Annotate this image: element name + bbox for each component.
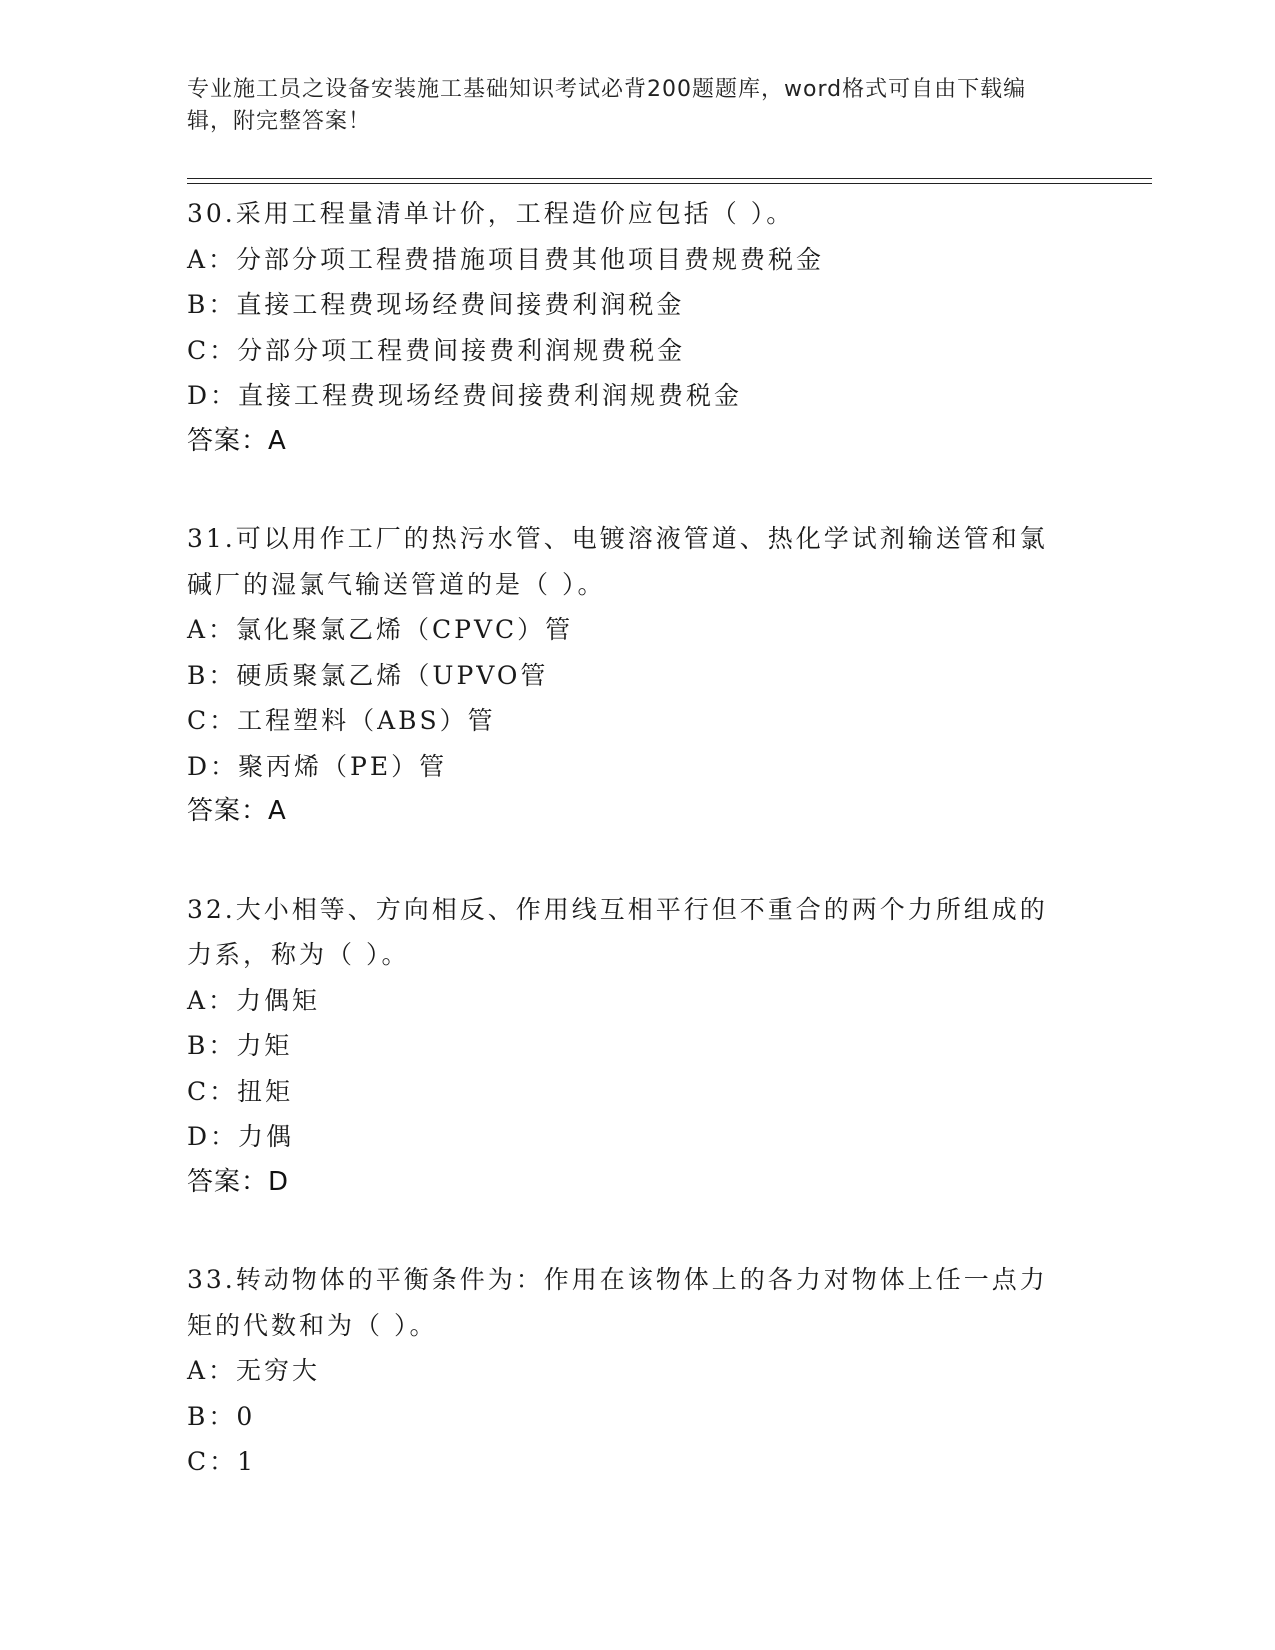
option-b: B：直接工程费现场经费间接费利润税金: [187, 290, 685, 319]
option-c: C：扭矩: [187, 1076, 294, 1106]
question-list: [187, 191, 1087, 1485]
option-c: C：工程塑料（ABS）管: [187, 706, 496, 735]
question-33: [187, 1257, 1087, 1485]
option-d: D：力偶: [187, 1122, 295, 1151]
question-stem: 31.可以用作工厂的热污水管、电镀溶液管道、热化学试剂输送管和氯碱厂的湿氯气输送管道的是（ ）。: [187, 524, 1048, 599]
question-stem: 30.采用工程量清单计价，工程造价应包括（ ）。: [187, 199, 795, 228]
option-a: A：分部分项工程费措施项目费其他项目费规费税金: [187, 244, 825, 274]
question-32: [187, 887, 1087, 1206]
question-31: [187, 516, 1087, 835]
option-b: B：硬质聚氯乙烯（UPVO管: [187, 660, 549, 690]
option-a: A：无穷大: [187, 1356, 321, 1385]
option-b: B：力矩: [187, 1031, 293, 1060]
question-30: [187, 191, 1087, 464]
answer: 答案：A: [187, 796, 287, 826]
answer: 答案：D: [187, 1166, 290, 1197]
header-divider-top: [187, 178, 1152, 179]
document-header: 专业施工员之设备安装施工基础知识考试必背200题题库，word格式可自由下载编辑，附完整答案！: [187, 77, 1027, 134]
option-d: D：聚丙烯（PE）管: [187, 751, 448, 781]
option-d: D：直接工程费现场经费间接费利润规费税金: [187, 381, 743, 410]
header-divider-bottom: [187, 183, 1152, 184]
option-a: A：氯化聚氯乙烯（CPVC）管: [187, 615, 574, 644]
option-a: A：力偶矩: [187, 985, 321, 1015]
question-stem: 32.大小相等、方向相反、作用线互相平行但不重合的两个力所组成的力系，称为（ ）。: [187, 894, 1048, 969]
question-stem: 33.转动物体的平衡条件为：作用在该物体上的各力对物体上任一点力矩的代数和为（ ）。: [187, 1265, 1048, 1340]
option-b: B：0: [187, 1401, 256, 1431]
answer: 答案：A: [187, 425, 287, 456]
option-c: C：分部分项工程费间接费利润规费税金: [187, 335, 686, 365]
option-c: C：1: [187, 1447, 257, 1476]
